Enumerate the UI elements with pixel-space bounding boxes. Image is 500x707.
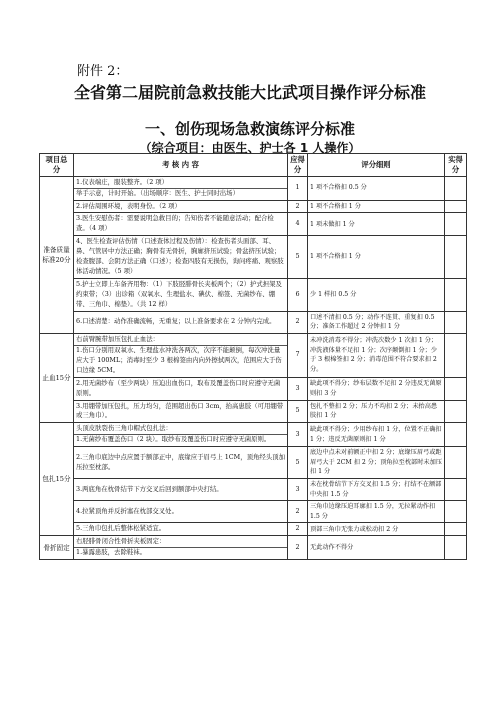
table-row	[40, 377, 467, 400]
score-cell: 7	[288, 333, 308, 377]
table-row	[40, 479, 467, 501]
table-body	[40, 176, 467, 560]
content-cell	[74, 479, 288, 501]
criteria-line: 底边中点未对前额正中扣 2 分；底缘压眉弓或距眉弓大于 2CM 扣 2 分；顶角拉至枕部时未加压扣 1 分	[310, 449, 442, 476]
content-line: 4.拉紧顶角并反折塞在枕部交叉处。	[76, 506, 178, 515]
criteria-cell	[308, 278, 445, 311]
score-cell: 3	[288, 423, 308, 447]
actual-score-cell	[445, 176, 467, 200]
content-line: 5.三角巾包扎后整体松紧适宜。	[76, 524, 166, 533]
content-cell	[74, 423, 288, 447]
actual-score-cell	[445, 523, 467, 536]
content-cell	[74, 278, 288, 311]
criteria-cell	[308, 479, 445, 501]
actual-score-cell	[445, 236, 467, 279]
table-row	[40, 400, 467, 423]
table-row	[40, 523, 467, 536]
actual-score-cell	[445, 479, 467, 501]
category-cell: 包扎15分	[40, 423, 74, 536]
content-line: 1.伤口分别用双氧水、生理盐水冲洗各两次，次序不能颠倒，每次冲洗量应大于 100ML；消毒时至少 3 根棉签由内向外擦拭两次，范围应大于伤口边缘 5CM。	[74, 345, 287, 376]
actual-score-cell	[445, 536, 467, 560]
criteria-cell	[308, 213, 445, 236]
score-cell: 1	[288, 176, 308, 200]
table-row	[40, 236, 467, 279]
criteria-line: 未在枕骨结节下方交叉扣 1.5 分；打结不在额部中央扣 1.5 分	[310, 481, 442, 498]
score-cell: 2	[288, 501, 308, 523]
actual-score-cell	[445, 200, 467, 213]
header-category: 项目总分	[40, 154, 74, 177]
table-row	[40, 423, 467, 447]
content-cell	[74, 447, 288, 479]
table-row	[40, 311, 467, 333]
score-cell: 2	[288, 523, 308, 536]
table-row	[40, 200, 467, 213]
content-cell	[74, 236, 288, 279]
content-cell	[74, 176, 288, 200]
criteria-cell	[308, 176, 445, 200]
content-cell	[74, 523, 288, 536]
criteria-cell	[308, 423, 445, 447]
header-score: 应得分	[288, 154, 308, 177]
content-line: 3.医生安慰伤者：需要说明急救目的；告知伤者不能随意活动；配合检查。（4 项）	[76, 214, 274, 233]
content-line: 1.暴露患肢，去除鞋袜。	[74, 547, 287, 558]
criteria-cell	[308, 236, 445, 279]
criteria-line: 缺此项不得分；纱布层数不足扣 2 分违反无菌原则扣 3 分	[310, 379, 442, 397]
table-row	[40, 176, 467, 200]
score-cell: 5	[288, 400, 308, 423]
actual-score-cell	[445, 501, 467, 523]
criteria-line: 未冲洗消毒不得分；冲洗次数少 1 次扣 1 分；冲洗液体量不足扣 1 分；次序颠倒扣 1 分；少于 3 根棉签扣 2 分；消毒范围不符合要求扣 2 分。	[310, 337, 438, 373]
score-cell: 4	[288, 213, 308, 236]
criteria-cell	[308, 536, 445, 560]
content-line: 2.评估周围环境，表明身份。（2 项）	[76, 201, 181, 210]
content-line: 1.仪表端庄，服装整齐。（2 项）	[76, 177, 169, 186]
category-cell: 骨折固定	[40, 536, 74, 560]
criteria-cell	[308, 333, 445, 377]
content-cell	[74, 536, 288, 560]
criteria-line: 包扎不整扣 2 分；压力不均扣 2 分；未抬高患肢扣 1 分	[310, 402, 438, 420]
criteria-line: 1 项不合格扣 0.5 分	[310, 184, 367, 192]
content-line: 头顶皮肤裂伤三角巾帽式包扎法：	[76, 424, 172, 433]
document-title: 全省第二届院前急救技能大比武项目操作评分标准	[73, 83, 426, 102]
content-line: 右前臂腕带加压包扎止血法：	[76, 334, 160, 343]
content-cell	[74, 333, 288, 377]
content-line: 2.用无菌纱布（至少两块）压迫出血伤口，取布及覆盖伤口时应遵守无菌原则。	[76, 378, 281, 397]
table-row	[40, 536, 467, 560]
actual-score-cell	[445, 213, 467, 236]
category-cell: 准备质量标准20分	[40, 176, 74, 333]
criteria-line: 三角巾边缘压迫耳廓扣 1.5 分，无拉紧动作扣 1.5 分	[310, 503, 436, 520]
criteria-line: 1 项不合格扣 1 分	[310, 202, 361, 210]
table-row	[40, 447, 467, 479]
score-cell: 2	[288, 311, 308, 333]
content-cell	[74, 200, 288, 213]
score-cell: 5	[288, 236, 308, 279]
actual-score-cell	[445, 278, 467, 311]
table-row	[40, 278, 467, 311]
actual-score-cell	[445, 377, 467, 400]
content-cell	[74, 377, 288, 400]
content-line: 4、医生检查评估伤情（口述查体过程及伤情）：检查伤者头面部、耳、鼻、气管居中方法正确；胸骨有无骨折，胸廓挤压试验；骨盆挤压试验；检查腹部、会阴方法正确（口述）；检查四肢有无损伤，询问疼痛、观察肢体活动情况。（5 项）	[76, 237, 284, 276]
attachment-label: 附件 2：	[77, 64, 129, 79]
table-header-row	[40, 154, 467, 177]
content-line: 5.护士立即上车备齐用物：（1）下肢胫腓骨长夹板两个；（2）护式担架及约束带；（3）出诊箱（双氧水、生理盐水、碘伏、棉签、无菌纱布、绷带、三角巾、棉垫）。（共 12 样）	[76, 279, 282, 308]
content-cell	[74, 501, 288, 523]
scoring-table	[39, 153, 467, 560]
criteria-line: 口述不清扣 0.5 分；动作不连贯、重复扣 0.5 分；准备工作超过 2 分钟扣 1 分	[310, 313, 435, 331]
section-subtitle: 一、创伤现场急救演练评分标准	[144, 120, 355, 138]
content-line: 举手示意，计时开始。（出场顺序：医生、护士同时出场）	[74, 188, 287, 199]
score-cell: 3	[288, 479, 308, 501]
header-actual: 实得分	[445, 154, 467, 177]
score-cell: 6	[288, 278, 308, 311]
content-line: 6.口述清楚：动作准确流畅，无重复；以上准备要求在 2 分钟内完成。	[76, 317, 276, 326]
criteria-cell	[308, 400, 445, 423]
criteria-line: 少 1 样扣 0.5 分	[310, 291, 357, 299]
table-row	[40, 213, 467, 236]
criteria-cell	[308, 447, 445, 479]
category-cell: 止血15分	[40, 333, 74, 422]
score-cell: 2	[288, 536, 308, 560]
criteria-cell	[308, 501, 445, 523]
criteria-line: 1 项不合格扣 1 分	[310, 253, 361, 261]
score-cell: 5	[288, 447, 308, 479]
content-cell	[74, 400, 288, 423]
criteria-line: 无此动作不得分	[310, 543, 354, 551]
content-line: 右胫腓骨闭合性骨折夹板固定：	[76, 537, 166, 546]
actual-score-cell	[445, 423, 467, 447]
criteria-cell	[308, 377, 445, 400]
content-cell	[74, 311, 288, 333]
actual-score-cell	[445, 447, 467, 479]
actual-score-cell	[445, 333, 467, 377]
criteria-cell	[308, 200, 445, 213]
header-criteria: 评分细则	[308, 154, 445, 177]
table-row	[40, 501, 467, 523]
score-cell: 3	[288, 377, 308, 400]
content-line: 3.用绷带加压包扎，压力均匀，范围超出伤口 3cm，抬高患肢（可用绷带或三角巾）。	[76, 401, 284, 420]
criteria-line: 1 项未做扣 1 分	[310, 220, 355, 228]
score-cell: 2	[288, 200, 308, 213]
content-line: 1.无菌纱布覆盖伤口（2 块）。取纱布及覆盖伤口时应遵守无菌原则。	[74, 434, 287, 445]
header-content: 考 核 内 容	[74, 154, 288, 177]
actual-score-cell	[445, 311, 467, 333]
criteria-line: 缺此项不得分；少用纱布扣 1 分，位置不正确扣 1 分；违反无菌原则扣 1 分	[310, 426, 442, 443]
actual-score-cell	[445, 400, 467, 423]
content-cell	[74, 213, 288, 236]
content-line: 2.三角巾底边中点应置于额部正中，底缘应于眉弓上 1CM，顶角经头顶加压拉至枕部。	[76, 452, 285, 471]
criteria-cell	[308, 311, 445, 333]
table-row	[40, 333, 467, 377]
criteria-cell	[308, 523, 445, 536]
content-line: 3.两底角在枕骨结节下方交叉后回到额部中央打结。	[76, 484, 223, 493]
criteria-line: 顶部三角巾无张力或松动扣 2 分	[310, 525, 399, 533]
subtitle-note: （综合项目：由医生、护士各 1 人操作）	[139, 141, 361, 155]
